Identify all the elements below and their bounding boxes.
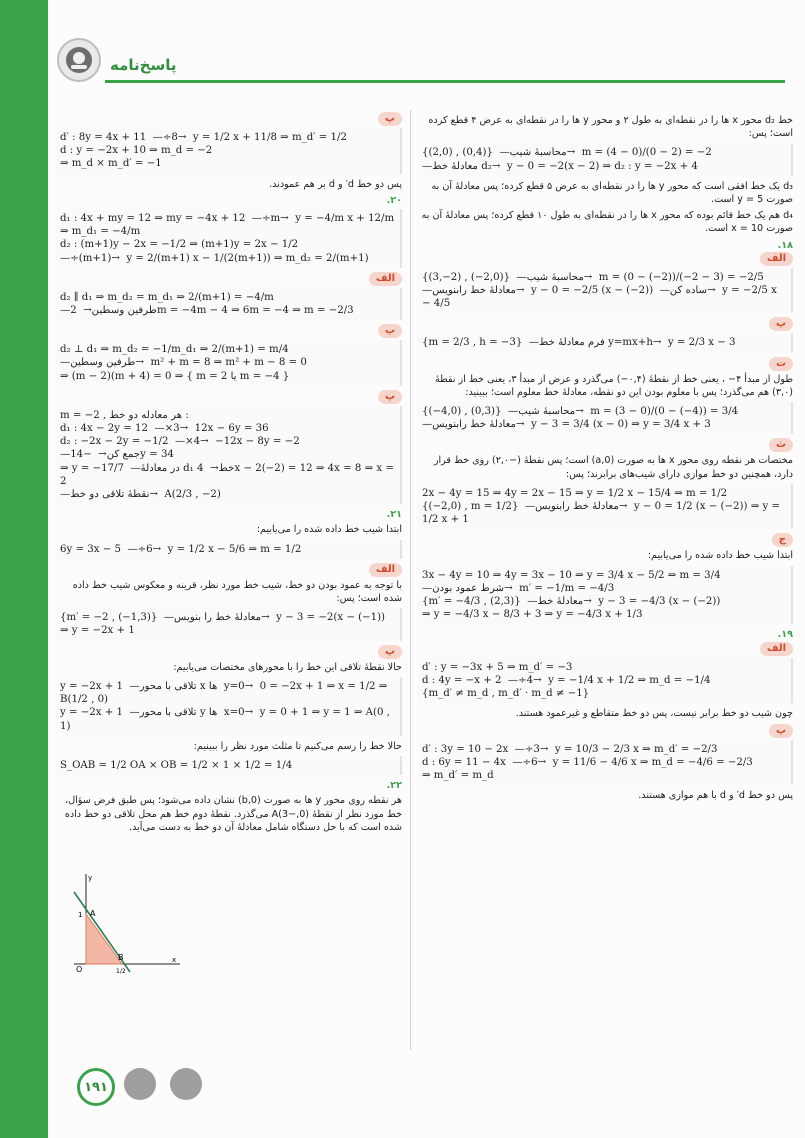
solution-text: چون شیب دو خط برابر نیست، پس دو خط متقاطع و غیرعمود هستند. bbox=[515, 708, 793, 720]
part-badge: پ bbox=[769, 317, 793, 331]
equation-block: {m = 2/3 , h = −3} —فرم معادلهٔ خط y=mx+h→ y = 2/3 x − 3 bbox=[418, 333, 793, 352]
part-badge: پ bbox=[378, 645, 402, 659]
page-title: پاسخ‌نامه bbox=[110, 56, 177, 74]
part-badge: ج bbox=[772, 533, 793, 547]
green-spine bbox=[0, 0, 48, 1138]
equation-block: d₂ ∥ d₁ ⇒ m_d₂ = m_d₁ ⇒ 2/(m+1) = −4/m —طرفین وسطین→ 2m = −4m − 4 ⇒ 6m = −4 ⇒ m = −2/3 bbox=[56, 288, 402, 320]
part-badge: الف bbox=[369, 563, 402, 577]
publisher-logo bbox=[57, 38, 101, 82]
y-tick-label: 1 bbox=[78, 911, 83, 919]
solution-text: ابتدا شیب خط داده شده را می‌یابیم: bbox=[647, 550, 793, 562]
part-badge: الف bbox=[369, 272, 402, 286]
point-b-label: B bbox=[118, 953, 124, 962]
solution-text: پس دو خط d′ و d بر هم عمودند. bbox=[269, 178, 402, 190]
part-badge: پ bbox=[378, 390, 402, 404]
equation-block: d₁ : 4x + my = 12 ⇒ my = −4x + 12 —÷m→ y = −4/m x + 12/m ⇒ m_d₁ = −4/m d₂ : (m+1)y − 2x = −1/2 ⇒ (m+1)y = 2x − 1/2 —÷(m+1)→ y = 2/(m+1) x − 1/(2(m+1)) ⇒ m_d₂ = 2/(m+1) bbox=[56, 209, 402, 268]
column-divider bbox=[410, 110, 411, 1050]
right-column bbox=[418, 112, 793, 805]
equation-block: d′ : 8y = 4x + 11 —÷8→ y = 1/2 x + 11/8 ⇒ m_d′ = 1/2 d : y = −2x + 10 ⇒ m_d = −2 ⇒ m_d × m_d′ = −1 bbox=[56, 128, 402, 174]
solution-text: مختصات هر نقطه روی محور x ها به صورت (a,0) است؛ پس نقطهٔ (−۲,۰) روی خط قرار دارد، همچنین دو خط موازی دارای شیب‌های برابرند؛ پس: bbox=[433, 455, 793, 480]
solution-text: حالا نقطهٔ تلاقی این خط را با محورهای مختصات می‌یابیم: bbox=[173, 661, 402, 673]
part-badge: ث bbox=[769, 438, 793, 452]
solution-text: طول از مبدأ ۴− ، یعنی خط از نقطهٔ (۰,۴−) می‌گذرد و عرض از مبدأ ۳، یعنی خط از نقطهٔ (۳,۰) هم می‌گذرد؛ پس با معلوم بودن این دو نقطه، معادلهٔ خط معلوم است؛ ببینید: bbox=[434, 373, 793, 398]
solution-text: حالا خط را رسم می‌کنیم تا مثلث مورد نظر را ببینیم: bbox=[193, 740, 402, 752]
solution-text: پس دو خط d′ و d با هم موازی هستند. bbox=[638, 790, 793, 802]
left-column bbox=[56, 112, 402, 837]
header-rule bbox=[105, 80, 785, 83]
equation-block: {m′ = −2 , (−1,3)} —معادلهٔ خط را بنویس→ y − 3 = −2(x − (−1)) ⇒ y = −2x + 1 bbox=[56, 608, 402, 640]
part-badge: پ bbox=[378, 112, 402, 126]
part-badge: الف bbox=[760, 642, 793, 656]
x-tick-label: 1/2 bbox=[116, 968, 126, 974]
equation-block: d₂ ⊥ d₁ ⇒ m_d₂ = −1/m_d₁ ⇒ 2/(m+1) = m/4 —طرفین وسطین→ m² + m = 8 ⇒ m² + m − 8 = 0 ⇒ (m − 2)(m + 4) = 0 ⇒ { m = 2 یا m = −4 } bbox=[56, 340, 402, 386]
equation-block: {(3,−2) , (−2,0)} —محاسبهٔ شیب→ m = (0 − (−2))/(−2 − 3) = −2/5 —معادلهٔ خط رابنویس→ y − 0 = −2/5 (x − (−2)) —ساده کن→ y = −2/5 x − 4/5 bbox=[418, 268, 793, 314]
part-badge: پ bbox=[378, 324, 402, 338]
equation-block: d′ : 3y = 10 − 2x —÷3→ y = 10/3 − 2/3 x ⇒ m_d′ = −2/3 d : 6y = 11 − 4x —÷6→ y = 11/6 − 4/6 x ⇒ m_d = −4/6 = −2/3 ⇒ m_d′ = m_d bbox=[418, 740, 793, 786]
equation-block: d′ : y = −3x + 5 ⇒ m_d′ = −3 d : 4y = −x + 2 —÷4→ y = −1/4 x + 1/2 ⇒ m_d = −1/4 {m_d′ ≠ m_d , m_d′ · m_d ≠ −1} bbox=[418, 658, 793, 704]
solution-text: d₃ یک خط افقی است که محور y ها را در نقطه‌ای به عرض ۵ قطع کرده؛ پس معادلهٔ آن به صورت y = 5 است. bbox=[431, 180, 793, 206]
part-badge: پ bbox=[769, 724, 793, 738]
problem-number: ۲۰. bbox=[386, 194, 402, 206]
equation-block: 3x − 4y = 10 ⇒ 4y = 3x − 10 ⇒ y = 3/4 x − 5/2 ⇒ m = 3/4 —شرط عمود بودن→ m′ = −1/m = −4/3 {m′ = −4/3 , (2,3)} —معادلهٔ خط→ y − 3 = −4/3 (x − (−2)) ⇒ y = −4/3 x − 8/3 + 3 ⇒ y = −4/3 x + 1/3 bbox=[418, 566, 793, 625]
y-axis-label: y bbox=[88, 874, 93, 882]
solution-text: ابتدا شیب خط داده شده را می‌یابیم: bbox=[256, 524, 402, 536]
publisher-logo-icon bbox=[64, 45, 94, 75]
problem-number: ۲۲. bbox=[386, 780, 402, 792]
origin-label: O bbox=[76, 965, 83, 974]
equation-block: m = −2 , هر معادله دو خط : d₁ : 4x − 2y = 12 —×3→ 12x − 6y = 36 d₂ : −2x − 2y = −1/2 —×4→ −12x − 8y = −2 —جمع کن→ −14y = 34 ⇒ y = −17/7 —در معادلهٔ d₁ خط→ 4x − 2(−2) = 12 ⇒ 4x = 8 ⇒ x = 2 —نقطهٔ تلاقی دو خط→ A(2/3 , −2) bbox=[56, 406, 402, 504]
equation-block: {(−4,0) , (0,3)} —محاسبهٔ شیب→ m = (3 − 0)/(0 − (−4)) = 3/4 —معادلهٔ خط رابنویس→ y − 3 = 3/4 (x − 0) ⇒ y = 3/4 x + 3 bbox=[418, 402, 793, 434]
point-a-label: A bbox=[90, 909, 96, 918]
problem-number: ۲۱. bbox=[386, 509, 402, 521]
part-badge: ت bbox=[769, 357, 793, 371]
equation-block: 2x − 4y = 15 ⇒ 4y = 2x − 15 ⇒ y = 1/2 x − 15/4 ⇒ m = 1/2 {(−2,0) , m = 1/2} —معادلهٔ خط رابنویس→ y − 0 = 1/2 (x − (−2)) ⇒ y = 1/2 x + 1 bbox=[418, 484, 793, 530]
solution-text: هر نقطه روی محور y ها به صورت (0,b) نشان داده می‌شود؛ پس طبق فرض سؤال، خط مورد نظر از نقطهٔ (0,−3)A می‌گذرد. نقطهٔ دوم خط هم محل تلاقی دو خط داده شده است که با حل دستگاه شامل معادلهٔ آن دو خط به دست می‌آید. bbox=[64, 795, 402, 833]
triangle-oab bbox=[86, 914, 122, 964]
footer-dot bbox=[124, 1068, 156, 1100]
equation-block: S_OAB = 1/2 OA × OB = 1/2 × 1 × 1/2 = 1/4 bbox=[56, 756, 402, 775]
solution-text: با توجه به عمود بودن دو خط، شیب خط مورد نظر، قرینه و معکوس شیب خط داده شده است؛ پس: bbox=[72, 579, 402, 605]
part-badge: الف bbox=[760, 252, 793, 266]
equation-block: 6y = 3x − 5 —÷6→ y = 1/2 x − 5/6 ⇒ m = 1/2 bbox=[56, 540, 402, 559]
footer-dot bbox=[170, 1068, 202, 1100]
solution-text: d₄ هم یک خط قائم بوده که محور x ها را در نقطه‌ای به طول ۱۰ قطع کرده؛ پس معادلهٔ آن به صورت x = 10 است. bbox=[421, 210, 793, 235]
x-axis-label: x bbox=[172, 956, 177, 964]
solution-text: خط d₂ محور x ها را در نقطه‌ای به طول ۲ و محور y ها را در نقطه‌ای به عرض ۴ قطع کرده است؛ پس: bbox=[428, 115, 793, 140]
problem-number: ۱۸. bbox=[777, 239, 793, 251]
triangle-diagram bbox=[64, 872, 182, 974]
page-number: ۱۹۱ bbox=[77, 1068, 115, 1106]
equation-block: {(2,0) , (0,4)} —محاسبهٔ شیب→ m = (4 − 0)/(0 − 2) = −2 —معادلهٔ خط d₂→ y − 0 = −2(x − 2) ⇒ d₂ : y = −2x + 4 bbox=[418, 143, 793, 175]
equation-block: y = −2x + 1 —تلاقی با محور x ها y=0→ 0 = −2x + 1 ⇒ x = 1/2 ⇒ B(1/2 , 0) y = −2x + 1 —تلاقی با محور y ها x=0→ y = 0 + 1 ⇒ y = 1 ⇒ A(0 , 1) bbox=[56, 677, 402, 736]
problem-number: ۱۹. bbox=[777, 629, 793, 641]
